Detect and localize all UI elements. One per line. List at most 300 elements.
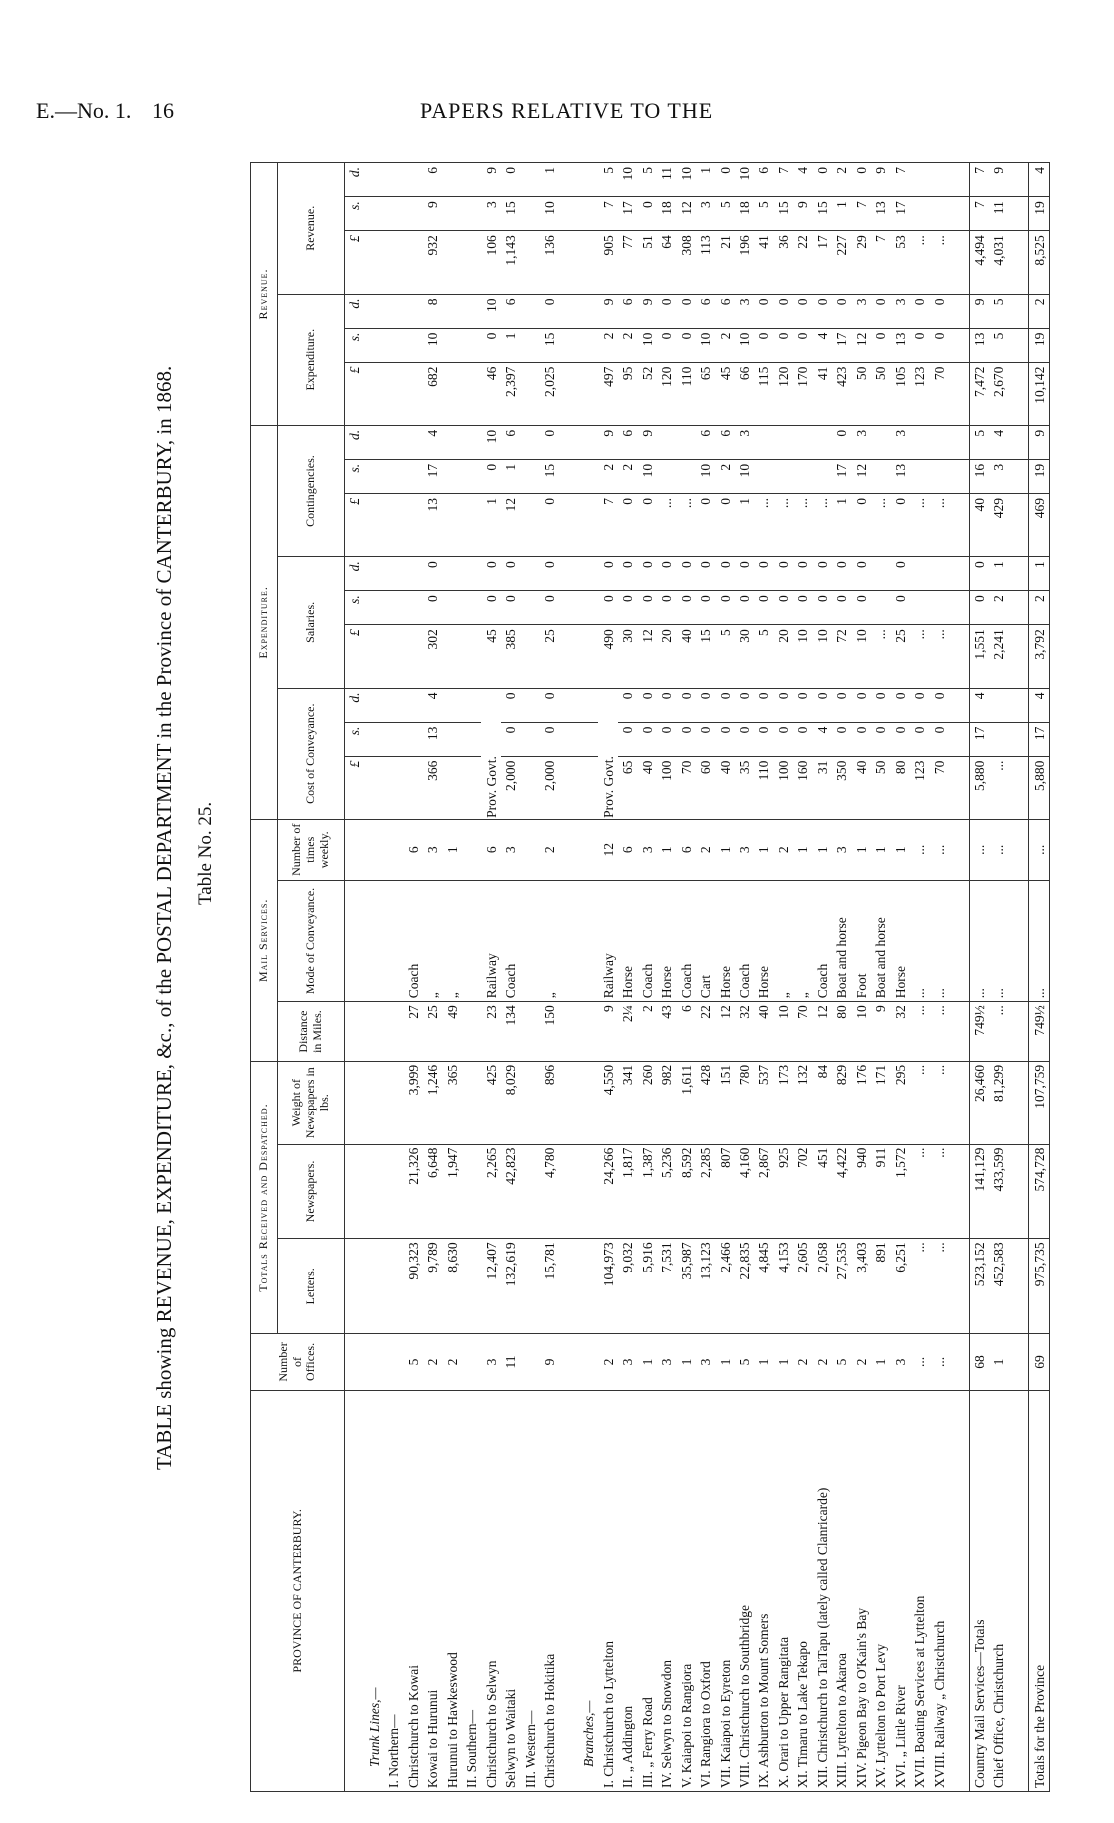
cell-cost-d: 0 [754,688,773,722]
cell-exp-l: 41 [813,362,832,425]
cell-newspapers: 940 [852,1144,871,1239]
cell-mode: Horse [891,880,910,1002]
section-blank [579,197,598,231]
cell-cont-l: ... [754,493,773,556]
cell-exp-d: 0 [676,294,695,328]
cell-offices: 1 [774,1334,793,1390]
cell-newspapers: 2,285 [696,1144,715,1239]
cell-exp-l: 120 [774,362,793,425]
cell-cost-d: 0 [930,688,949,722]
header-contingencies: Contingencies. [278,425,345,556]
cell-letters: 2,466 [715,1239,734,1334]
spacer-cell [559,1002,578,1062]
cell-rev-s: 11 [989,197,1008,231]
cell-rev-d: 7 [774,163,793,197]
table-row [657,163,676,1792]
unit-shillings: s. [345,722,365,756]
cell-sal-s [910,591,929,625]
cell-offices: 3 [891,1334,910,1390]
cell-sal-s: 0 [501,591,520,625]
cell-mode: Coach [813,880,832,1002]
cell-cost-d [384,688,403,722]
cell-exp-s: 17 [832,328,851,362]
cell-cont-d: 9 [1029,425,1050,459]
cell-exp-s: 1 [501,328,520,362]
cell-exp-d: 0 [871,294,890,328]
section-blank [365,362,384,425]
cell-exp-d: 3 [735,294,754,328]
cell-exp-s: 10 [735,328,754,362]
cell-letters: 452,583 [989,1239,1008,1334]
cell-mode: „ [442,880,461,1002]
table-row [404,163,423,1792]
cell-exp-l [404,362,423,425]
cell-cost-s [520,722,539,756]
cell-letters: 104,973 [598,1239,617,1334]
cell-exp-s: 0 [754,328,773,362]
spacer-cell [1009,557,1029,591]
cell-times: 3 [423,819,442,880]
cell-cont-d [754,425,773,459]
cell-exp-l: 45 [715,362,734,425]
cell-sal-d: 0 [754,557,773,591]
cell-mode: ... [910,880,929,1002]
cell-cost-s: 0 [637,722,656,756]
cell-cont-s: 15 [540,459,559,493]
cell-exp-l: 7,472 [969,362,989,425]
table-row [676,163,695,1792]
cell-distance: 12 [813,1002,832,1062]
cell-cont-d [930,425,949,459]
cell-newspapers [462,1144,481,1239]
cell-exp-d: 6 [618,294,637,328]
section-blank [579,493,598,556]
cell-cont-s: 13 [891,459,910,493]
spacer-cell [1009,459,1029,493]
cell-exp-s: 13 [969,328,989,362]
cell-exp-d: 6 [696,294,715,328]
spacer-cell [1009,1061,1029,1144]
spacer-cell [949,557,969,591]
spacer-cell [1009,819,1029,880]
cell-cost-l: 160 [793,756,812,819]
spacer-cell [1009,1239,1029,1334]
row-name: III. Western— [520,1390,539,1791]
cell-mode: Boat and horse [871,880,890,1002]
cell-offices: 68 [969,1334,989,1390]
cell-letters: ... [910,1239,929,1334]
cell-cost-l [462,756,481,819]
cell-offices: ... [930,1334,949,1390]
cell-letters [384,1239,403,1334]
row-name: XIII. Lyttelton to Akaroa [832,1390,851,1791]
cell-mode: Railway [481,880,500,1002]
cell-exp-s: 10 [696,328,715,362]
cell-sal-l: 10 [852,625,871,688]
spacer-cell [559,294,578,328]
cell-times: 1 [871,819,890,880]
row-name: Selwyn to Waitaki [501,1390,520,1791]
cell-exp-d [442,294,461,328]
cell-sal-l [384,625,403,688]
cell-sal-d: 0 [481,557,500,591]
cell-exp-d: 0 [774,294,793,328]
cell-sal-d: 0 [969,557,989,591]
header-province: PROVINCE OF CANTERBURY. [251,1390,345,1791]
cell-sal-l: 5 [754,625,773,688]
cell-mode: „ [774,880,793,1002]
cell-rev-s: 5 [754,197,773,231]
cell-exp-l: 70 [930,362,949,425]
cell-sal-l: 1,551 [969,625,989,688]
spacer-cell [559,231,578,294]
cell-distance [462,1002,481,1062]
cell-weight: 4,550 [598,1061,617,1144]
unit-shillings: s. [345,591,365,625]
cell-weight: ... [930,1061,949,1144]
cell-cont-s: 2 [618,459,637,493]
cell-cost-s: 13 [423,722,442,756]
cell-mode: ... [930,880,949,1002]
unit-pence: d. [345,557,365,591]
cell-letters: 8,630 [442,1239,461,1334]
unit-pounds: £ [345,493,365,556]
cell-rev-s: 17 [618,197,637,231]
cell-mode: Coach [676,880,695,1002]
units-blank [345,880,365,1002]
cell-cont-l: 13 [423,493,442,556]
cell-letters: 22,835 [735,1239,754,1334]
cell-distance: 23 [481,1002,500,1062]
cell-rev-d: 0 [501,163,520,197]
row-name: XVIII. Railway „ Christchurch [930,1390,949,1791]
cell-sal-s: 0 [774,591,793,625]
row-name: X. Orari to Upper Rangitata [774,1390,793,1791]
cell-weight [384,1061,403,1144]
cell-distance: ... [989,1002,1008,1062]
cell-rev-l: 21 [715,231,734,294]
cell-sal-l: 40 [676,625,695,688]
table-row [423,163,442,1792]
cell-sal-s: 0 [852,591,871,625]
cell-cost-s: 0 [930,722,949,756]
cell-sal-d: 0 [852,557,871,591]
rotated-table-container [250,162,1050,1792]
cell-newspapers: 8,592 [676,1144,695,1239]
cell-exp-s [520,328,539,362]
table-row [891,163,910,1792]
cell-cont-d: 6 [696,425,715,459]
cell-cost-s: 0 [832,722,851,756]
cell-rev-l [520,231,539,294]
spacer-cell [949,1390,969,1791]
cell-cost-l: 35 [735,756,754,819]
cell-letters: 15,781 [540,1239,559,1334]
cell-cont-s: 12 [852,459,871,493]
cell-times [384,819,403,880]
cell-offices: 5 [735,1334,754,1390]
cell-exp-d: 10 [481,294,500,328]
cell-mode: Coach [637,880,656,1002]
row-name: I. Northern— [384,1390,403,1791]
cell-rev-l [442,231,461,294]
row-name: Totals for the Province [1029,1390,1050,1791]
cell-exp-l: 682 [423,362,442,425]
section-blank [365,328,384,362]
cell-times: 1 [754,819,773,880]
cell-sal-s [930,591,949,625]
cell-rev-d: 2 [832,163,851,197]
cell-rev-d [384,163,403,197]
cell-cost-l: 110 [754,756,773,819]
cell-exp-d [384,294,403,328]
cell-weight: 829 [832,1061,851,1144]
cell-cont-s: 10 [696,459,715,493]
cell-distance: 9 [871,1002,890,1062]
cell-sal-s: 0 [598,591,617,625]
table-row [540,163,559,1792]
cell-rev-d: 9 [871,163,890,197]
section-blank [579,625,598,688]
cell-offices: 69 [1029,1334,1050,1390]
cell-sal-s [442,591,461,625]
cell-letters: 35,987 [676,1239,695,1334]
cell-rev-l: 51 [637,231,656,294]
cell-exp-l: 10,142 [1029,362,1050,425]
table-title: TABLE showing REVENUE, EXPENDITURE, &c., of the POSTAL DEPARTMENT in the Province of CANTERBURY, in 1868. [152,365,176,1470]
cell-cost-l: 123 [910,756,929,819]
cell-times: 2 [774,819,793,880]
cell-sal-d [404,557,423,591]
section-blank [579,722,598,756]
cell-sal-d: 0 [657,557,676,591]
spacer-cell [559,625,578,688]
section-blank [579,1061,598,1144]
cell-cont-s: 19 [1029,459,1050,493]
spacer-cell [949,328,969,362]
cell-cont-l: 0 [696,493,715,556]
cell-sal-l: ... [871,625,890,688]
spacer-cell [949,197,969,231]
cell-cost-s: 0 [793,722,812,756]
cell-cont-s [813,459,832,493]
cell-sal-s [520,591,539,625]
cell-rev-l: 36 [774,231,793,294]
cell-weight: 171 [871,1061,890,1144]
cell-offices: 1 [871,1334,890,1390]
spacer-cell [559,1144,578,1239]
cell-sal-s: 0 [676,591,695,625]
page-ref: E.—No. 1. [36,98,132,123]
spacer-row [1009,163,1029,1792]
cell-exp-l [384,362,403,425]
cell-rev-s [404,197,423,231]
row-name: Country Mail Services—Totals [969,1390,989,1791]
cell-exp-d: 5 [989,294,1008,328]
cell-distance [384,1002,403,1062]
cell-distance: 40 [754,1002,773,1062]
spacer-cell [949,625,969,688]
cell-weight: 107,759 [1029,1061,1050,1144]
cell-cost-s: 4 [813,722,832,756]
cell-exp-l: 95 [618,362,637,425]
section-blank [365,231,384,294]
units-blank [345,1002,365,1062]
cell-sal-s: 0 [696,591,715,625]
cell-times: ... [969,819,989,880]
cell-rev-d: 0 [852,163,871,197]
cell-rev-s: 17 [891,197,910,231]
table-row [989,163,1008,1792]
cell-rev-d: 5 [598,163,617,197]
cell-sal-l [442,625,461,688]
cell-exp-d [520,294,539,328]
spacer-cell [1009,294,1029,328]
section-blank [365,425,384,459]
cell-exp-d: 9 [598,294,617,328]
cell-cost-d: 4 [423,688,442,722]
cell-distance: 43 [657,1002,676,1062]
cell-exp-s [462,328,481,362]
cell-rev-d: 6 [754,163,773,197]
cell-times [520,819,539,880]
cell-cont-l: 429 [989,493,1008,556]
cell-offices [384,1334,403,1390]
cell-weight [462,1061,481,1144]
cell-exp-d: 0 [930,294,949,328]
section-row [365,163,384,1792]
cell-weight: 132 [793,1061,812,1144]
cell-mode: „ [793,880,812,1002]
section-blank [365,1144,384,1239]
cell-cont-s: 17 [423,459,442,493]
cell-offices: 3 [481,1334,500,1390]
unit-pence: d. [345,688,365,722]
row-name: VII. Kaiapoi to Eyreton [715,1390,734,1791]
cell-offices: 5 [404,1334,423,1390]
row-name: Christchurch to Selwyn [481,1390,500,1791]
spacer-cell [559,557,578,591]
cell-cont-l [520,493,539,556]
cell-cont-d [657,425,676,459]
cell-cost-d: 0 [540,688,559,722]
cell-cost-d [462,688,481,722]
cell-cont-d: 3 [852,425,871,459]
cell-cont-d [813,425,832,459]
cell-exp-l [462,362,481,425]
cell-exp-s: 0 [871,328,890,362]
cell-weight: 26,460 [969,1061,989,1144]
cell-newspapers: 433,599 [989,1144,1008,1239]
spacer-cell [559,425,578,459]
cell-mode: Boat and horse [832,880,851,1002]
cell-exp-l: 2,025 [540,362,559,425]
section-blank [365,722,384,756]
cell-cost-l: 2,000 [501,756,520,819]
cell-rev-l: 113 [696,231,715,294]
cell-rev-d [520,163,539,197]
spacer-cell [949,493,969,556]
cell-newspapers: 4,160 [735,1144,754,1239]
cell-mode: „ [423,880,442,1002]
header-revenue: Revenue. [278,163,345,295]
spacer-cell [949,163,969,197]
row-name: Chief Office, Christchurch [989,1390,1008,1791]
section-row [579,163,598,1792]
cell-cost-s [404,722,423,756]
cell-weight: ... [910,1061,929,1144]
cell-sal-l: 25 [891,625,910,688]
cell-exp-s: 0 [793,328,812,362]
cell-cont-l: ... [793,493,812,556]
cell-rev-l: 196 [735,231,754,294]
cell-cost-d: 0 [852,688,871,722]
table-row [832,163,851,1792]
cell-letters: ... [930,1239,949,1334]
cell-mode: Horse [715,880,734,1002]
cell-rev-d: 10 [735,163,754,197]
cell-cost-l [404,756,423,819]
table-row [520,163,539,1792]
cell-cont-l [462,493,481,556]
cell-cont-l: ... [813,493,832,556]
cell-sal-d: 0 [540,557,559,591]
cell-sal-s [871,591,890,625]
spacer-cell [1009,688,1029,722]
cell-sal-d: 0 [793,557,812,591]
cell-cont-d [384,425,403,459]
cell-rev-s: 19 [1029,197,1050,231]
cell-distance: 2 [637,1002,656,1062]
row-name: VIII. Christchurch to Southbridge [735,1390,754,1791]
cell-rev-d: 7 [969,163,989,197]
cell-times: 6 [676,819,695,880]
cell-cost-l: 350 [832,756,851,819]
cell-cont-d [676,425,695,459]
cell-sal-s: 2 [1029,591,1050,625]
cell-cost-l: 5,880 [969,756,989,819]
spacer-cell [1009,1334,1029,1390]
units-blank [345,1390,365,1791]
cell-weight: 1,611 [676,1061,695,1144]
cell-rev-d [442,163,461,197]
cell-cont-l: 0 [540,493,559,556]
cell-sal-l [404,625,423,688]
cell-times: ... [910,819,929,880]
cell-newspapers: 1,817 [618,1144,637,1239]
cell-letters: 523,152 [969,1239,989,1334]
cell-weight: 365 [442,1061,461,1144]
cell-sal-d [930,557,949,591]
spacer-cell [949,459,969,493]
cell-weight: 341 [618,1061,637,1144]
cell-distance: ... [930,1002,949,1062]
cell-sal-l [520,625,539,688]
table-row [501,163,520,1792]
spacer-cell [1009,880,1029,1002]
cell-cost-s: 0 [657,722,676,756]
cell-rev-l: 932 [423,231,442,294]
spacer-cell [1009,425,1029,459]
cell-cost-s: 0 [852,722,871,756]
cell-exp-l: 52 [637,362,656,425]
cell-cont-s [404,459,423,493]
spacer-cell [1009,493,1029,556]
section-blank [579,756,598,819]
spacer-cell [949,1002,969,1062]
spacer-cell [949,819,969,880]
cell-weight: 176 [852,1061,871,1144]
